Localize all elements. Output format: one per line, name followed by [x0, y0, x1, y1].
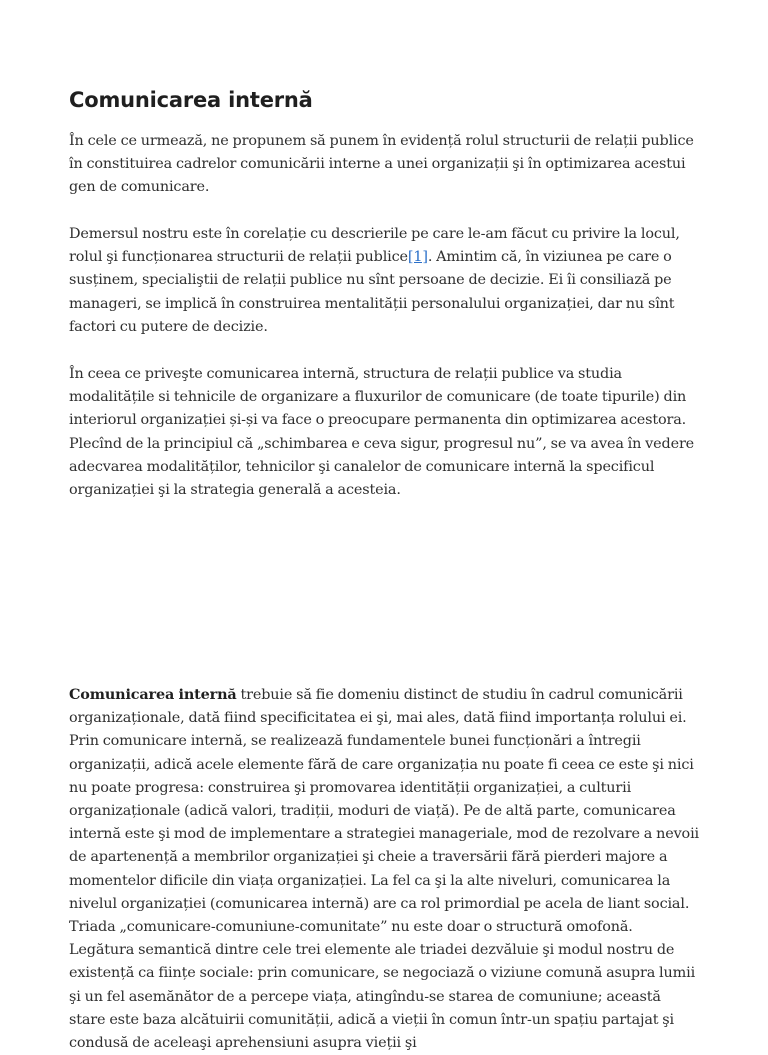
paragraph-demers	[69, 223, 701, 339]
paragraph-demers-text-before: Demersul nostru este în corelație cu descrierile pe care le-am făcut cu privire la locul, rolul şi funcționarea structurii de relații publice	[69, 226, 680, 266]
footnote-link[interactable]: [1]	[407, 249, 428, 266]
paragraph-comunicare-interna: În ceea ce priveşte comunicarea internă, structura de relații publice va studia modalitățile si tehnicile de organizare a fluxurilor de comunicare (de toate tipurile) din interiorul organizației și-și va face o preocupare permanenta din optimizarea acestora. Plecînd de la principiul că „schimbarea e ceva sigur, progresul nu”, se va avea în vedere adecvarea modalităților, tehnicilor şi canalelor de comunicare internă la specificul organizației şi la strategia generală a acesteia.	[69, 366, 695, 499]
paragraph-definitie-text: trebuie să fie domeniu distinct de studiu în cadrul comunicării organizaționale, dată fiind specificitatea ei şi, mai ales, dată fiind importanța rolului ei. Prin comunicare internă, se realizează fundamentele bunei funcționări a întregii organizații, adică acele elemente fără de care organizația nu poate fi ceea ce este şi nici nu poate progresa: construirea şi promovarea identității organizației, a culturii organizaționale (adică valori, tradiții, moduri de viață). Pe de altă parte, comunicarea internă este şi mod de implementare a strategiei manageriale, mod de rezolvare a nevoii de apartenență a membrilor organizației şi cheie a traversării fără pierderi majore a momentelor dificile din viața organizației. La fel ca şi la alte niveluri, comunicarea la nivelul organizației (comunicarea internă) are ca rol primordial pe acela de liant social. Triada „comunicare-comuniune-comunitate” nu este doar o structură omofonă. Legătura semantică dintre cele trei elemente ale triadei dezvăluie şi modul nostru de existență ca ființe sociale: prin comunicare, se negociază o viziune comună asupra lumii şi un fel asemănător de a percepe viața, atingîndu-se starea de comuniune; această stare este baza alcătuirii comunității, adică a vieții în comun într-un spațiu partajat şi condusă de aceleaşi aprehensiuni asupra vieții şi	[69, 687, 699, 1052]
page-title: Comunicarea internă	[69, 88, 313, 112]
paragraph-demers-text-after: . Amintim că, în viziunea pe care o susținem, specialiştii de relații publice nu sînt persoane de decizie. Ei îi consiliază pe manageri, se implică în construirea mentalității personalului organizației, dar nu sînt factori cu putere de decizie.	[69, 249, 675, 335]
paragraph-definitie-bold-lead: Comunicarea internă	[69, 686, 237, 703]
paragraph-definitie	[69, 683, 701, 1055]
paragraph-intro: În cele ce urmează, ne propunem să punem în evidență rolul structurii de relații publice în constituirea cadrelor comunicării interne a unei organizații şi în optimizarea acestui gen de comunicare.	[69, 133, 694, 196]
